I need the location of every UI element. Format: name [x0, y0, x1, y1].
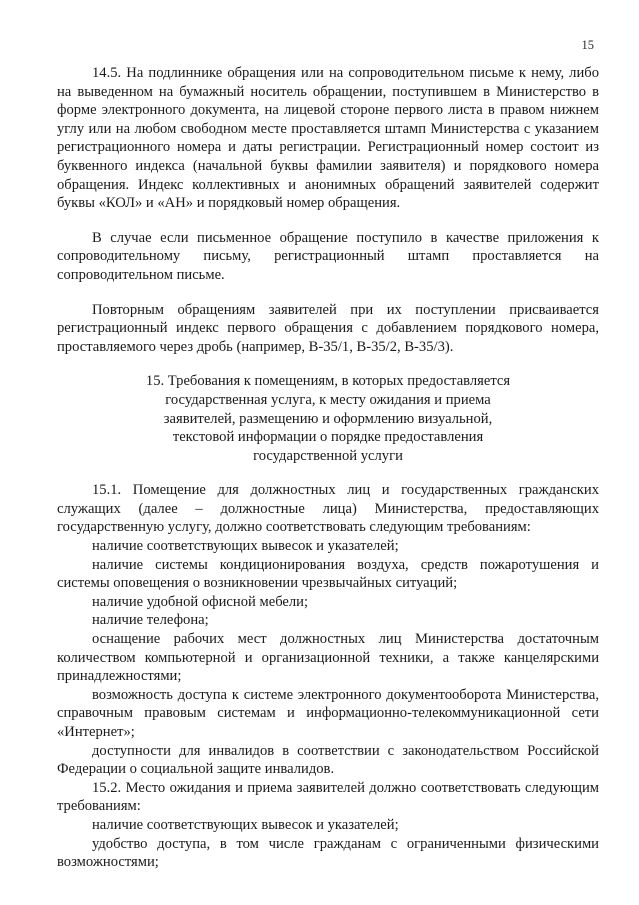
requirement-item: оснащение рабочих мест должностных лиц Министерства достаточным количеством компьютерной и организационной техники, а также канцелярскими принадлежностями; [57, 631, 599, 685]
requirement-item: доступности для инвалидов в соответствии с законодательством Российской Федерации о социальной защите инвалидов. [57, 742, 599, 778]
requirement-item: возможность доступа к системе электронного документооборота Министерства, справочным правовым системам и информационно-телекоммуникационной сети «Интернет»; [57, 686, 599, 740]
requirement-item: наличие системы кондиционирования воздуха, средств пожаротушения и системы оповещения о возникновении чрезвычайных ситуаций; [57, 556, 599, 592]
paragraph-15-2: 15.2. Место ожидания и приема заявителей должно соответствовать следующим требованиям: [57, 779, 599, 815]
requirement-item: наличие соответствующих вывесок и указателей; [92, 538, 399, 555]
requirement-item: наличие телефона; [92, 612, 209, 629]
section-15-heading [138, 372, 518, 465]
heading-line: 15. Требования к помещениям, в которых предоставляется [145, 373, 511, 390]
paragraph-15-1: 15.1. Помещение для должностных лиц и государственных гражданских служащих (далее – должностные лица) Министерства, предоставляющих государственную услугу, должно соответствовать следующим требованиям: [57, 482, 599, 536]
paragraph-repeat-appeals: Повторным обращениям заявителей при их поступлении присваивается регистрационный индекс первого обращения с добавлением порядкового номера, проставляемого через дробь (например, В-35/1, В-35/2, В-35/3). [57, 301, 599, 355]
paragraph-14-5: 14.5. На подлиннике обращения или на сопроводительном письме к нему, либо на выведенном на бумажный носитель обращении, поступившем в Министерство в форме электронного документа, на лицевой стороне первого листа в правом нижнем углу или на любом свободном месте проставляется штамп Министерства с указанием регистрационного номера и даты регистрации. Регистрационный номер состоит из буквенного индекса (начальной буквы фамилии заявителя) и порядкового номера обращения. Индекс коллективных и анонимных обращений заявителей содержит буквы «КОЛ» и «АН» и порядковый номер обращения. [57, 65, 599, 212]
paragraph-attachment-letter: В случае если письменное обращение поступило в качестве приложения к сопроводительному письму, регистрационный штамп проставляется на сопроводительном письме. [57, 229, 599, 283]
requirement-item: наличие соответствующих вывесок и указателей; [92, 816, 399, 833]
heading-line: государственной услуги [253, 447, 403, 464]
heading-line: государственная услуга, к месту ожидания и приема [165, 391, 491, 408]
heading-line: заявителей, размещению и оформлению визуальной, [163, 410, 493, 427]
heading-line: текстовой информации о порядке предоставления [172, 429, 484, 446]
requirement-item: наличие удобной офисной мебели; [92, 593, 309, 610]
page-number: 15 [581, 38, 594, 52]
requirement-item: удобство доступа, в том числе гражданам с ограниченными физическими возможностями; [57, 835, 599, 871]
document-body [57, 64, 599, 872]
